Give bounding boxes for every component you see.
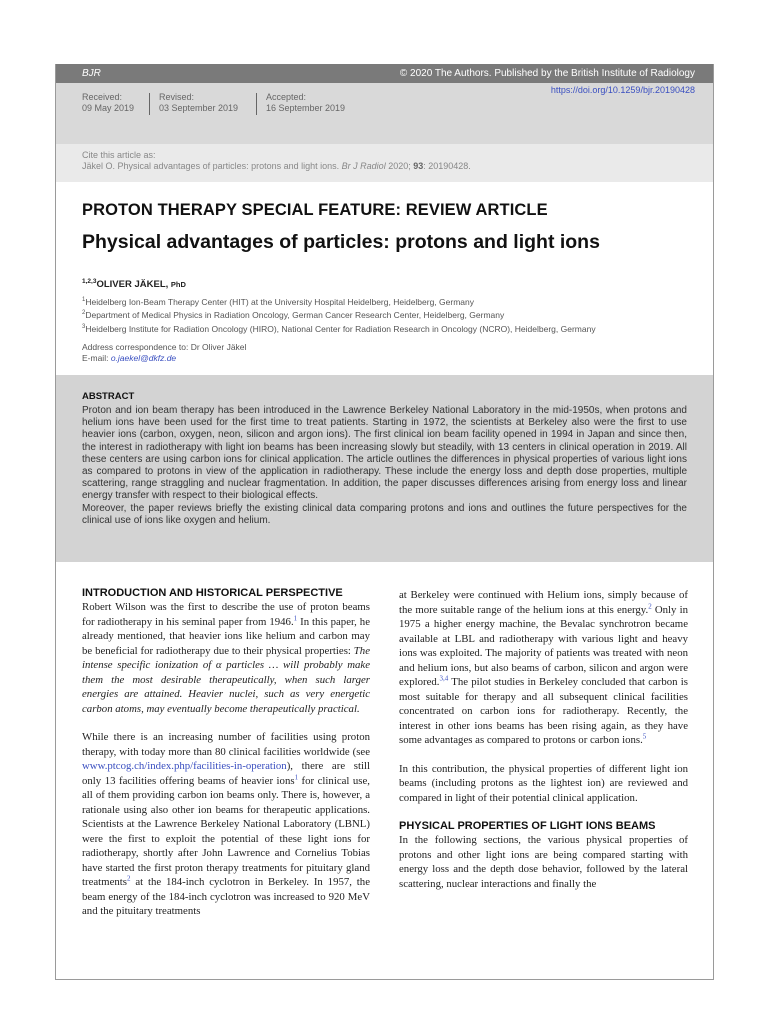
cite-volume: 93 bbox=[413, 161, 424, 171]
body-paragraph bbox=[82, 730, 370, 919]
affil-text: Department of Medical Physics in Radiation Oncology, German Cancer Research Center, Heidelberg, Germany bbox=[85, 310, 505, 321]
paragraph-gap bbox=[399, 748, 688, 762]
text-run: at the 184-inch cyclotron in Berkeley. In 1957, the beam energy of the 184-inch cyclotron was increased to 920 MeV and the pituitary treatments bbox=[82, 876, 370, 917]
abstract-paragraph: Proton and ion beam therapy has been introduced in the Lawrence Berkeley National Laboratory in the mid-1950s, when protons and helium ions have been used for the first time to treat patients. Starting in 1972, the scientists at Berkeley also were the first to use heavier ions (carbon, oxygen, neon, silicon and argon ions). The first clinical ion beam facility opened in 1994 in Japan and since then, the interest in radiotherapy with light ion beams has been increasing slowly but steadily, with 13 centers in clinical operation in 2019. All these centers are using carbon ions for clinical application. The article outlines the differences in physical properties of various light ions as compared to protons in view of the application in radiotherapy. These include the energy loss and depth dose properties, multiple scattering, range straggling and nuclear fragmentation. In addition, the paper discusses differences arising from energy loss and linear energy transfer with respect to their biological effects. bbox=[82, 405, 687, 502]
correspondence bbox=[82, 342, 246, 363]
accepted-label: Accepted: bbox=[266, 92, 307, 102]
cite-text bbox=[82, 161, 713, 172]
cite-main: Jäkel O. Physical advantages of particles: protons and light ions. bbox=[82, 161, 340, 171]
affil-sup: 2 bbox=[82, 310, 86, 317]
author-degree: PhD bbox=[170, 280, 186, 290]
received-value: 09 May 2019 bbox=[82, 103, 135, 113]
copyright-notice: © 2020 The Authors. Published by the British Institute of Radiology bbox=[399, 68, 695, 79]
date-divider bbox=[256, 93, 257, 115]
author-name: OLIVER JÄKEL, bbox=[96, 279, 169, 291]
body-column-left bbox=[82, 586, 370, 919]
text-run: ), there are still only 13 facilities offering beams of heavier ions bbox=[82, 760, 370, 787]
paragraph-gap bbox=[82, 716, 370, 730]
cite-label: Cite this article as: bbox=[82, 150, 156, 160]
journal-header-bar bbox=[56, 64, 713, 83]
text-run: The pilot studies in Berkeley concluded that carbon is most suitable for therapy and all subsequent clinical facilities concentrated on carbon ions for radiotherapy. Recently, the interest in other ions beams has been rising again, as they have some advantages as compared to protons or carbon ions. bbox=[399, 676, 688, 746]
text-run: Robert Wilson was the first to describe the use of proton beams for radiotherapy in his seminal paper from 1946. bbox=[82, 601, 370, 628]
affil-sup: 1 bbox=[82, 297, 86, 303]
affil-text: Heidelberg Institute for Radiation Oncology (HIRO), National Center for Radiation Research in Oncology (NCRO), Heidelberg, Germany bbox=[85, 323, 596, 334]
email-label: E-mail: bbox=[82, 352, 109, 363]
affiliation bbox=[82, 322, 596, 335]
accepted-date bbox=[266, 92, 345, 114]
citation-box bbox=[56, 144, 713, 182]
author-affil-sup: 1,2,3 bbox=[82, 278, 97, 285]
journal-name: BJR bbox=[82, 68, 101, 79]
text-run: at Berkeley were continued with Helium ions, simply because of the more suitable range of the helium ions at this energy. bbox=[399, 589, 688, 616]
text-run: Only in 1975 a higher energy machine, the Bevalac synchrotron became available at LBL and radiotherapy with various light and heavy ions was exploited. The majority of patients was treated with neon and helium ions, but also beams of carbon, silicon and argon were explored. bbox=[399, 603, 688, 688]
accepted-value: 16 September 2019 bbox=[266, 103, 346, 113]
body-paragraph: In the following sections, the various physical properties of protons and other light ions are being compared starting with energy loss and the depth dose behavior, followed by the lateral scattering, nuclear interactions and finally the bbox=[399, 834, 688, 890]
text-run: In this paper, he already mentioned, that heavier ions like helium and carbon may be beneficial for radiotherapy due to their physical properties: bbox=[82, 615, 370, 657]
section-heading: PHYSICAL PROPERTIES OF LIGHT IONS BEAMS bbox=[399, 820, 656, 832]
affiliation bbox=[82, 295, 596, 308]
cite-journal: Br J Radiol bbox=[341, 161, 386, 171]
correspondence-name: Dr Oliver Jäkel bbox=[190, 342, 247, 352]
email-line bbox=[82, 353, 246, 364]
reference-link[interactable]: 2 bbox=[126, 874, 131, 883]
affil-sup: 3 bbox=[82, 323, 86, 330]
article-type: PROTON THERAPY SPECIAL FEATURE: REVIEW ARTICLE bbox=[82, 201, 548, 219]
revised-label: Revised: bbox=[159, 92, 195, 102]
text-run: for clinical use, all of them providing carbon ion beams only. There is, however, a rationale using also other ion beams for therapeutic applications. Scientists at the Lawrence Berkeley National Laboratory (LBNL) were the first to exploit the potential of these light ions for radiotherapy, shortly after John Lawrence and Cornelius Tobias have started the first proton therapy treatments for pituitary gland treatments bbox=[82, 774, 371, 888]
cite-tail: : 20190428. bbox=[423, 161, 471, 171]
dates-bar bbox=[56, 83, 713, 144]
reference-link[interactable]: 3,4 bbox=[439, 674, 449, 683]
ptcog-link[interactable]: www.ptcog.ch/index.php/facilities-in-operation bbox=[82, 760, 287, 772]
affiliation bbox=[82, 308, 596, 321]
email-link[interactable]: o.jaekel@dkfz.de bbox=[110, 352, 177, 363]
abstract-paragraph: Moreover, the paper reviews briefly the existing clinical data comparing protons and ions and outlines the future perspectives for the clinical use of ions like oxygen and helium. bbox=[82, 502, 687, 526]
body-paragraph bbox=[82, 600, 370, 716]
affiliations bbox=[82, 295, 596, 335]
received-date bbox=[82, 92, 134, 114]
cite-year: 2020; bbox=[388, 161, 411, 171]
correspondence-line bbox=[82, 342, 246, 353]
revised-value: 03 September 2019 bbox=[159, 103, 239, 113]
correspondence-label: Address correspondence to: bbox=[82, 342, 189, 352]
abstract-box bbox=[56, 375, 713, 562]
reference-link[interactable]: 2 bbox=[648, 601, 652, 610]
author-line bbox=[82, 278, 186, 290]
received-label: Received: bbox=[82, 92, 123, 102]
quotation: The intense specific ionization of α particles … will probably make them the most desirable therapeutically, when such larger energies are attained. Heavier nuclei, such as very energetic carbon atoms, may eventually become therapeutically practical. bbox=[82, 644, 370, 715]
reference-link[interactable]: 1 bbox=[294, 772, 299, 781]
doi-link[interactable]: https://doi.org/10.1259/bjr.20190428 bbox=[550, 85, 695, 95]
body-column-right bbox=[399, 588, 688, 891]
article-page bbox=[55, 64, 714, 980]
article-title: Physical advantages of particles: protons and light ions bbox=[82, 231, 600, 253]
date-divider bbox=[149, 93, 150, 115]
revised-date bbox=[159, 92, 238, 114]
affil-text: Heidelberg Ion-Beam Therapy Center (HIT) at the University Hospital Heidelberg, Heidelberg, Germany bbox=[85, 296, 474, 307]
body-paragraph: In this contribution, the physical properties of different light ion beams (including protons as the lightest ion) are reviewed and compared in light of their potential clinical application. bbox=[399, 762, 688, 804]
abstract-heading: ABSTRACT bbox=[82, 391, 135, 402]
reference-link[interactable]: 1 bbox=[293, 613, 298, 622]
reference-link[interactable]: 5 bbox=[642, 732, 647, 741]
body-paragraph bbox=[399, 588, 688, 748]
section-heading: INTRODUCTION AND HISTORICAL PERSPECTIVE bbox=[82, 587, 343, 599]
text-run: While there is an increasing number of facilities using proton therapy, with today more than 80 clinical facilities worldwide (see bbox=[82, 731, 370, 758]
paragraph-gap bbox=[399, 805, 688, 819]
